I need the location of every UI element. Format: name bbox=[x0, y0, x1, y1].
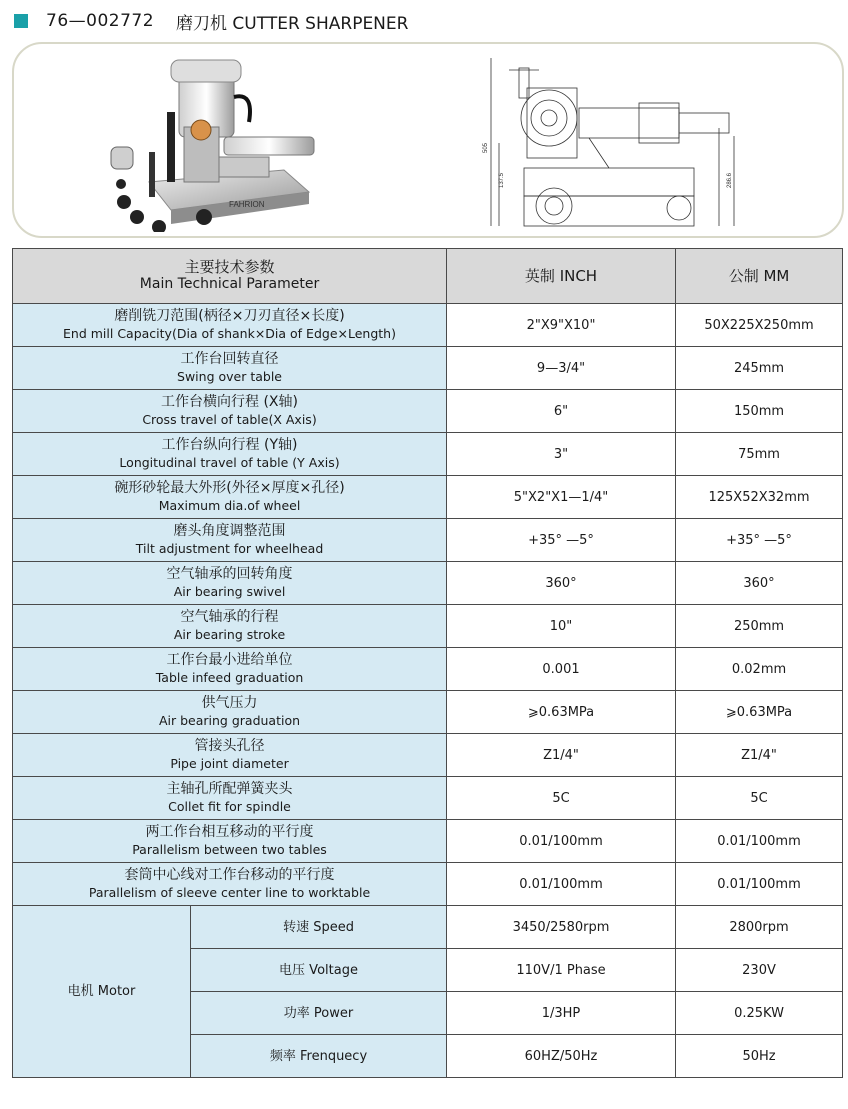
value-mm: 360° bbox=[676, 562, 843, 605]
spec-body bbox=[13, 304, 843, 1078]
value-mm: 245mm bbox=[676, 347, 843, 390]
value-inch: 5C bbox=[447, 777, 676, 820]
param-label bbox=[13, 777, 447, 820]
header-inch: 英制 INCH bbox=[447, 249, 676, 304]
value-inch: 6" bbox=[447, 390, 676, 433]
motor-param: 转速 Speed bbox=[191, 906, 447, 949]
param-en: Cross travel of table(X Axis) bbox=[142, 412, 317, 427]
param-cn: 套筒中心线对工作台移动的平行度 bbox=[124, 867, 335, 883]
motor-value-mm: 0.25KW bbox=[676, 992, 843, 1035]
header-param-cn: 主要技术参数 bbox=[184, 258, 275, 276]
motor-param: 功率 Power bbox=[191, 992, 447, 1035]
param-en: Air bearing stroke bbox=[173, 627, 286, 642]
param-cn: 两工作台相互移动的平行度 bbox=[145, 824, 314, 840]
param-cn: 空气轴承的行程 bbox=[180, 609, 279, 625]
param-en: Longitudinal travel of table (Y Axis) bbox=[119, 455, 340, 470]
header-param-en: Main Technical Parameter bbox=[139, 276, 320, 292]
value-mm: 250mm bbox=[676, 605, 843, 648]
page-header bbox=[14, 8, 408, 34]
param-en: End mill Capacity(Dia of shank×Dia of Edge×Length) bbox=[63, 326, 396, 341]
header-mm: 公制 MM bbox=[676, 249, 843, 304]
motor-param: 频率 Frenquecy bbox=[191, 1035, 447, 1078]
table-row bbox=[13, 519, 843, 562]
table-row bbox=[13, 347, 843, 390]
motor-value-inch: 3450/2580rpm bbox=[447, 906, 676, 949]
param-cn: 工作台纵向行程 (Y轴) bbox=[161, 437, 298, 453]
motor-value-mm: 2800rpm bbox=[676, 906, 843, 949]
table-row bbox=[13, 734, 843, 777]
motor-value-mm: 230V bbox=[676, 949, 843, 992]
figure-panel bbox=[12, 42, 844, 238]
motor-param: 电压 Voltage bbox=[191, 949, 447, 992]
table-row bbox=[13, 648, 843, 691]
table-row bbox=[13, 390, 843, 433]
param-en: Parallelism of sleeve center line to worktable bbox=[88, 885, 371, 900]
param-label bbox=[13, 562, 447, 605]
technical-drawing bbox=[469, 48, 759, 236]
value-inch: +35° —5° bbox=[447, 519, 676, 562]
product-code: 76—002772 bbox=[46, 11, 155, 31]
dim-137: 137.5 bbox=[499, 172, 505, 188]
value-mm: 0.02mm bbox=[676, 648, 843, 691]
param-en: Air bearing swivel bbox=[173, 584, 286, 599]
value-inch: 360° bbox=[447, 562, 676, 605]
spec-table bbox=[12, 248, 843, 1078]
table-row bbox=[13, 476, 843, 519]
param-en: Pipe joint diameter bbox=[170, 756, 289, 771]
table-row bbox=[13, 433, 843, 476]
table-row bbox=[13, 691, 843, 734]
param-cn: 磨削铣刀范围(柄径×刀刃直径×长度) bbox=[114, 308, 345, 324]
param-cn: 供气压力 bbox=[201, 695, 258, 711]
header-param bbox=[13, 249, 447, 304]
value-inch: 5"X2"X1—1/4" bbox=[447, 476, 676, 519]
motor-value-inch: 60HZ/50Hz bbox=[447, 1035, 676, 1078]
table-row bbox=[13, 863, 843, 906]
table-row bbox=[13, 820, 843, 863]
param-label bbox=[13, 519, 447, 562]
value-mm: 75mm bbox=[676, 433, 843, 476]
table-row bbox=[13, 304, 843, 347]
value-inch: 10" bbox=[447, 605, 676, 648]
value-inch: 0.01/100mm bbox=[447, 820, 676, 863]
motor-value-inch: 110V/1 Phase bbox=[447, 949, 676, 992]
param-en: Tilt adjustment for wheelhead bbox=[135, 541, 324, 556]
param-cn: 主轴孔所配弹簧夹头 bbox=[166, 781, 293, 797]
param-label bbox=[13, 691, 447, 734]
product-title: 磨刀机 CUTTER SHARPENER bbox=[176, 13, 409, 34]
value-mm: 50X225X250mm bbox=[676, 304, 843, 347]
value-inch: ⩾0.63MPa bbox=[447, 691, 676, 734]
dim-286: 286.6 bbox=[727, 172, 733, 188]
param-cn: 碗形砂轮最大外形(外径×厚度×孔径) bbox=[114, 480, 345, 496]
value-mm: 0.01/100mm bbox=[676, 863, 843, 906]
param-label bbox=[13, 648, 447, 691]
param-label bbox=[13, 734, 447, 777]
param-label bbox=[13, 304, 447, 347]
value-mm: 5C bbox=[676, 777, 843, 820]
param-en: Maximum dia.of wheel bbox=[158, 498, 301, 513]
motor-value-inch: 1/3HP bbox=[447, 992, 676, 1035]
param-en: Collet fit for spindle bbox=[168, 799, 291, 814]
param-cn: 磨头角度调整范围 bbox=[173, 523, 286, 539]
param-cn: 工作台回转直径 bbox=[180, 351, 279, 367]
param-en: Air bearing graduation bbox=[158, 713, 301, 728]
table-row bbox=[13, 605, 843, 648]
param-label bbox=[13, 820, 447, 863]
motor-value-mm: 50Hz bbox=[676, 1035, 843, 1078]
param-en: Swing over table bbox=[177, 369, 282, 384]
param-cn: 工作台横向行程 (X轴) bbox=[161, 394, 298, 410]
param-label bbox=[13, 605, 447, 648]
motor-label: 电机 Motor bbox=[13, 906, 191, 1078]
param-label bbox=[13, 390, 447, 433]
value-inch: 0.001 bbox=[447, 648, 676, 691]
param-label bbox=[13, 863, 447, 906]
table-row bbox=[13, 777, 843, 820]
param-en: Table infeed graduation bbox=[155, 670, 304, 685]
param-cn: 工作台最小进给单位 bbox=[166, 652, 293, 668]
param-cn: 管接头孔径 bbox=[194, 738, 265, 754]
table-row bbox=[13, 562, 843, 605]
value-mm: 0.01/100mm bbox=[676, 820, 843, 863]
brand-label: FAHRION bbox=[229, 200, 265, 209]
value-mm: +35° —5° bbox=[676, 519, 843, 562]
value-mm: Z1/4" bbox=[676, 734, 843, 777]
machine-photo bbox=[109, 52, 319, 232]
value-mm: 125X52X32mm bbox=[676, 476, 843, 519]
motor-row bbox=[13, 906, 843, 949]
dim-505: 505 bbox=[483, 142, 489, 153]
param-label bbox=[13, 433, 447, 476]
value-inch: 0.01/100mm bbox=[447, 863, 676, 906]
param-en: Parallelism between two tables bbox=[132, 842, 327, 857]
header-marker bbox=[14, 14, 28, 28]
value-mm: 150mm bbox=[676, 390, 843, 433]
param-label bbox=[13, 476, 447, 519]
table-header-row bbox=[13, 249, 843, 304]
value-inch: Z1/4" bbox=[447, 734, 676, 777]
param-cn: 空气轴承的回转角度 bbox=[166, 566, 293, 582]
value-inch: 9—3/4" bbox=[447, 347, 676, 390]
value-mm: ⩾0.63MPa bbox=[676, 691, 843, 734]
value-inch: 3" bbox=[447, 433, 676, 476]
param-label bbox=[13, 347, 447, 390]
value-inch: 2"X9"X10" bbox=[447, 304, 676, 347]
